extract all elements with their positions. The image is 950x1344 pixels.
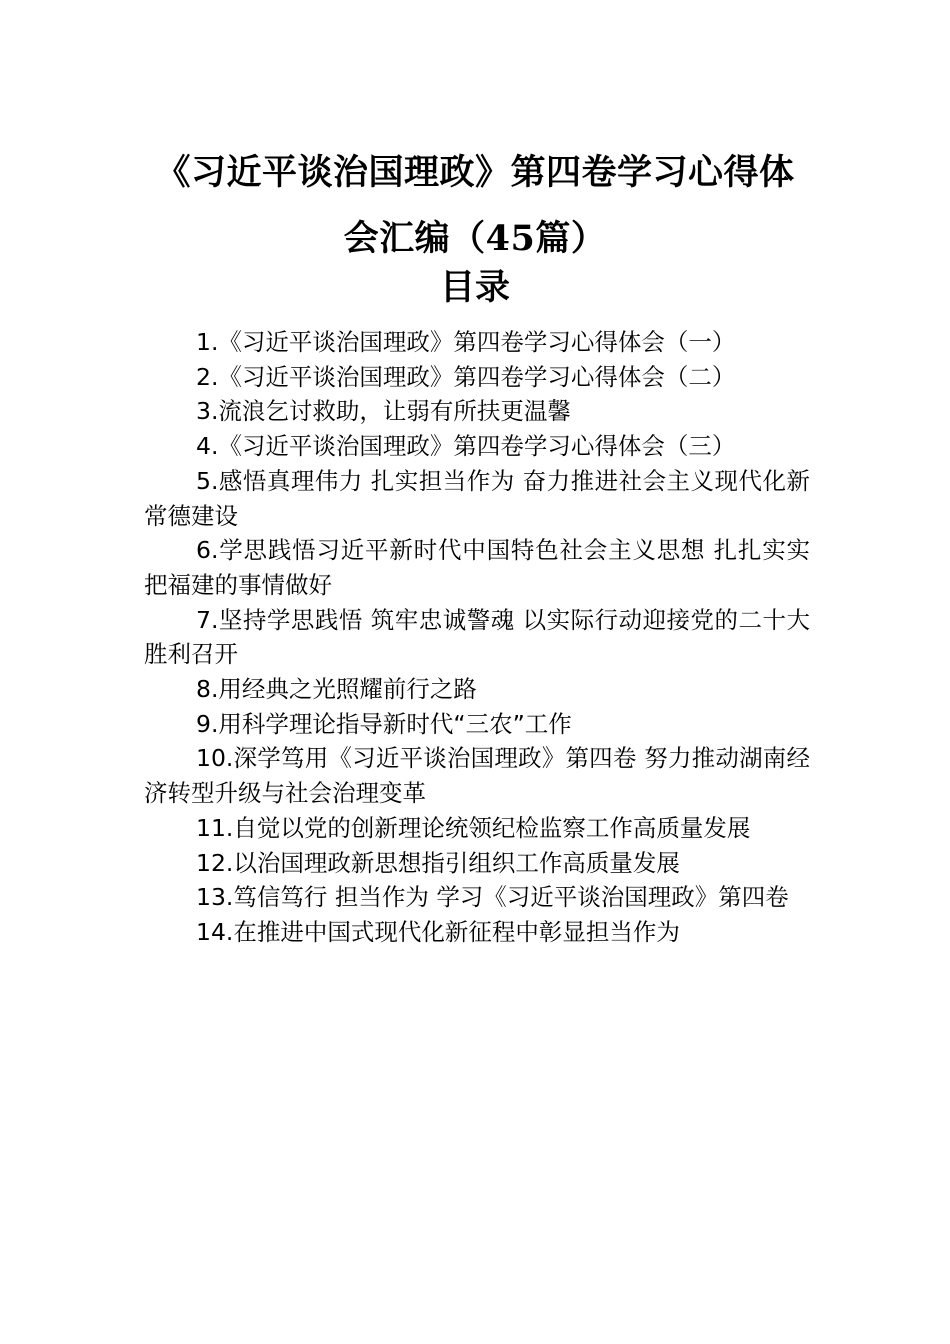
toc-item-14: 14.在推进中国式现代化新征程中彰显担当作为 xyxy=(196,917,680,946)
document-title xyxy=(120,140,830,272)
toc-item-4: 4.《习近平谈治国理政》第四卷学习心得体会（三） xyxy=(196,432,736,461)
toc-item-11: 11.自觉以党的创新理论统领纪检监察工作高质量发展 xyxy=(196,813,751,842)
table-of-contents xyxy=(144,325,810,950)
title-line-1: 《习近平谈治国理政》第四卷学习心得体 xyxy=(155,152,795,194)
toc-item-8: 8.用经典之光照耀前行之路 xyxy=(196,675,477,704)
toc-item-2: 2.《习近平谈治国理政》第四卷学习心得体会（二） xyxy=(196,362,736,391)
toc-item-5: 5.感悟真理伟力 扎实担当作为 奋力推进社会主义现代化新常德建设 xyxy=(144,466,810,530)
toc-item-6: 6.学思践悟习近平新时代中国特色社会主义思想 扎扎实实把福建的事情做好 xyxy=(144,536,810,599)
toc-item-13: 13.笃信笃行 担当作为 学习《习近平谈治国理政》第四卷 xyxy=(196,883,789,912)
toc-item-12: 12.以治国理政新思想指引组织工作高质量发展 xyxy=(196,848,680,877)
toc-item-10: 10.深学笃用《习近平谈治国理政》第四卷 努力推动湖南经济转型升级与社会治理变革 xyxy=(144,744,810,808)
toc-item-1: 1.《习近平谈治国理政》第四卷学习心得体会（一） xyxy=(196,328,736,356)
toc-item-3: 3.流浪乞讨救助，让弱有所扶更温馨 xyxy=(196,397,571,426)
toc-item-7: 7.坚持学思践悟 筑牢忠诚警魂 以实际行动迎接党的二十大胜利召开 xyxy=(144,605,810,669)
title-line-2: 会汇编（45篇） xyxy=(343,218,607,260)
toc-item-9: 9.用科学理论指导新时代“三农”工作 xyxy=(196,709,572,738)
toc-heading: 目录 xyxy=(439,267,510,308)
